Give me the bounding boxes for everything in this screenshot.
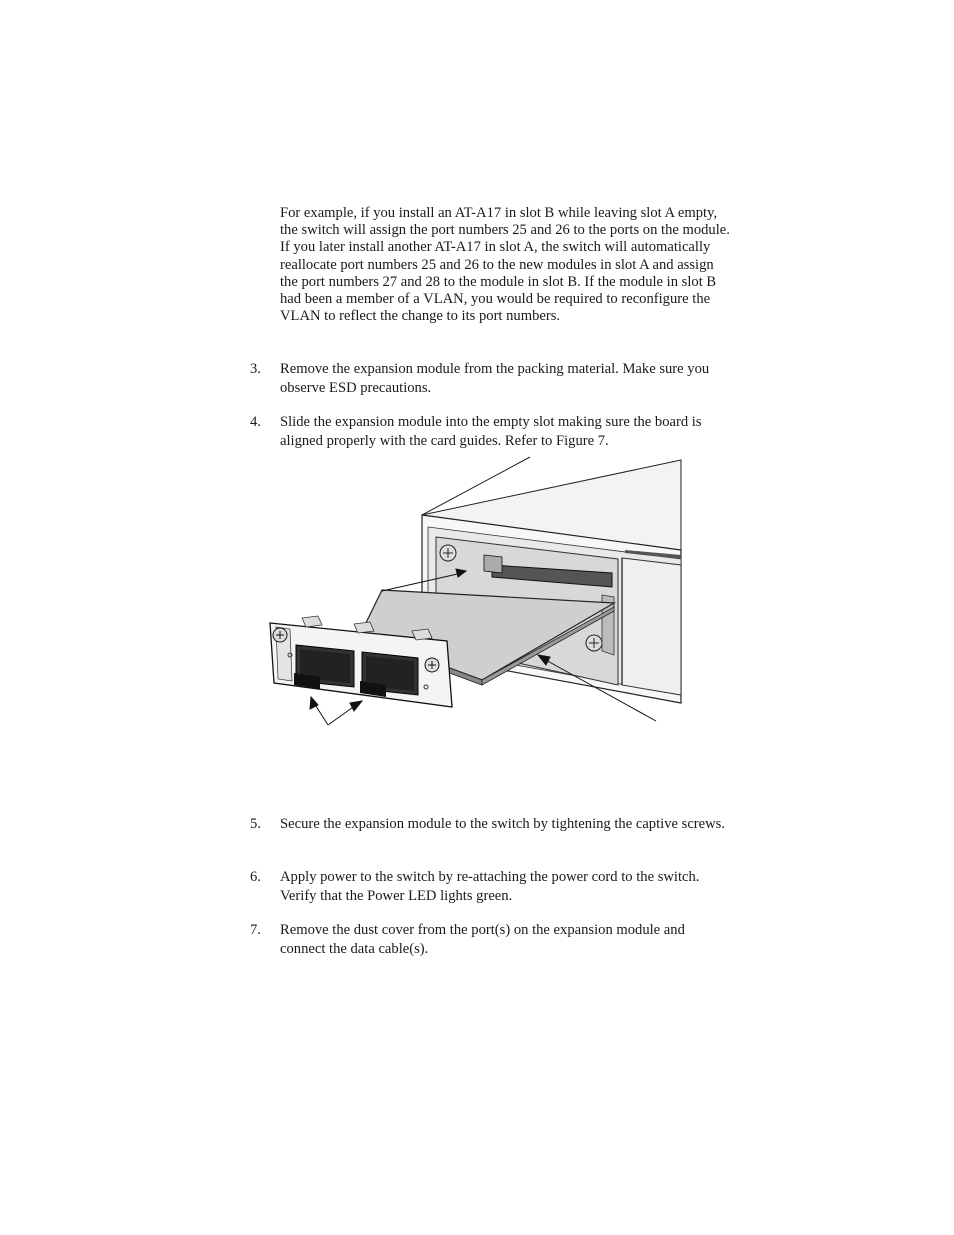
- step-number: 7.: [250, 922, 261, 938]
- step-text: Remove the expansion module from the packing material. Make sure you observe ESD precautions.: [280, 361, 710, 396]
- expansion-module-installation-figure: [262, 455, 686, 745]
- step-text: Remove the dust cover from the port(s) on the expansion module and connect the data cable(s).: [280, 922, 685, 957]
- step-number: 6.: [250, 869, 261, 885]
- step-text: Slide the expansion module into the empty slot making sure the board is aligned properly with the card guides. Refer to Figure 7.: [280, 414, 702, 449]
- slot-a-cover: [622, 558, 681, 695]
- step-number: 4.: [250, 414, 261, 430]
- step-number: 3.: [250, 361, 261, 377]
- step-text: Secure the expansion module to the switch by tightening the captive screws.: [280, 816, 725, 832]
- step-number: 5.: [250, 816, 261, 832]
- step-text: Apply power to the switch by re-attaching the power cord to the switch. Verify that the Power LED lights green.: [280, 869, 700, 904]
- intro-paragraph: For example, if you install an AT-A17 in slot B while leaving slot A empty, the switch will assign the port numbers 25 and 26 to the ports on the module. If you later install another AT-A17 in slot A, the switch will automatically reallocate port numbers 25 and 26 to the new modules in slot A and assign the port numbers 27 and 28 to the module in slot B. If the module in slot B had been a member of a VLAN, you would be required to reconfigure the VLAN to reflect the change to its port numbers.: [280, 205, 730, 325]
